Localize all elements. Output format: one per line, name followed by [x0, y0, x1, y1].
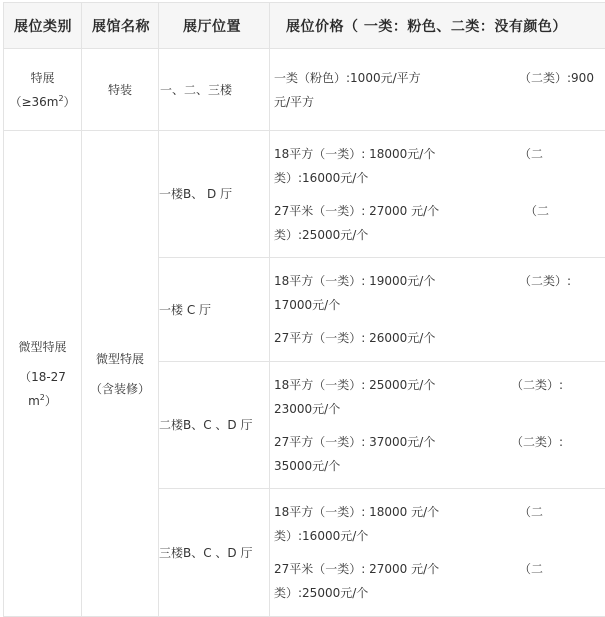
- price-line: 27平方（一类）: 26000元/个: [274, 326, 605, 350]
- category-label: 特展: [4, 66, 81, 90]
- price-line: 元/平方: [274, 90, 605, 114]
- table-row: [4, 131, 605, 258]
- price-line: （二: [519, 147, 543, 161]
- cell-category-special: [4, 49, 82, 131]
- hall-location-label: 一楼B、 D 厅: [159, 187, 232, 201]
- header-hall-name: 展馆名称: [82, 3, 159, 49]
- category-note: $m^2$）: [4, 389, 81, 413]
- price-line: （二类）:: [511, 435, 563, 449]
- price-line: （二类）:: [511, 378, 563, 392]
- hall-location-label: 三楼B、C 、D 厅: [159, 546, 252, 560]
- cell-price-special: [270, 49, 605, 131]
- hall-name-label: 微型特展: [82, 347, 158, 371]
- price-line: 18平方（一类）: 18000元/个: [274, 142, 519, 166]
- price-line: 类）:16000元/个: [274, 524, 605, 548]
- hall-location-label: 二楼B、C 、D 厅: [159, 418, 252, 432]
- cell-category-micro: [4, 131, 82, 617]
- hall-location-label: 一、二、三楼: [159, 83, 232, 97]
- hall-location-label: 一楼 C 厅: [159, 303, 211, 317]
- category-label: 微型特展: [4, 335, 81, 359]
- header-category: 展位类别: [4, 3, 82, 49]
- price-line: （二类）:: [519, 274, 571, 288]
- price-line: 类）:25000元/个: [274, 581, 605, 605]
- price-line: 类）:16000元/个: [274, 166, 605, 190]
- hall-name-label: 特装: [108, 83, 132, 97]
- category-note: （18-27: [4, 365, 81, 389]
- price-line: 一类（粉色）:1000元/平方: [274, 66, 519, 90]
- cell-hall-name-special: [82, 49, 159, 131]
- price-line: 18平方（一类）: 19000元/个: [274, 269, 519, 293]
- cell-price: [270, 362, 605, 489]
- cell-price: [270, 131, 605, 258]
- booth-price-table: [3, 2, 605, 617]
- price-line: 17000元/个: [274, 293, 605, 317]
- cell-hall-location-special: [159, 49, 270, 131]
- price-line: 18平方（一类）: 18000 元/个: [274, 500, 519, 524]
- cell-hall-location: [159, 362, 270, 489]
- cell-hall-location: [159, 131, 270, 258]
- table-row: [4, 49, 605, 131]
- cell-hall-name-micro: [82, 131, 159, 617]
- cell-price: [270, 489, 605, 617]
- hall-name-note: （含装修）: [82, 377, 158, 401]
- price-line: 35000元/个: [274, 454, 605, 478]
- price-line: （二类）:900: [519, 71, 594, 85]
- price-line: 27平方（一类）: 37000元/个: [274, 430, 511, 454]
- price-line: （二: [525, 204, 549, 218]
- header-price: 展位价格（ 一类：粉色、二类：没有颜色）: [270, 3, 605, 49]
- cell-hall-location: [159, 258, 270, 362]
- price-line: 27平米（一类）: 27000 元/个: [274, 199, 525, 223]
- price-line: （二: [519, 505, 543, 519]
- price-line: 27平米（一类）: 27000 元/个: [274, 557, 519, 581]
- table-header-row: [4, 3, 605, 49]
- price-line: 23000元/个: [274, 397, 605, 421]
- price-line: 18平方（一类）: 25000元/个: [274, 373, 511, 397]
- header-hall-location: 展厅位置: [159, 3, 270, 49]
- cell-price: [270, 258, 605, 362]
- price-line: 类）:25000元/个: [274, 223, 605, 247]
- category-note: $(\ge 36m^2)$: [4, 90, 81, 114]
- cell-hall-location: [159, 489, 270, 617]
- price-line: （二: [519, 562, 543, 576]
